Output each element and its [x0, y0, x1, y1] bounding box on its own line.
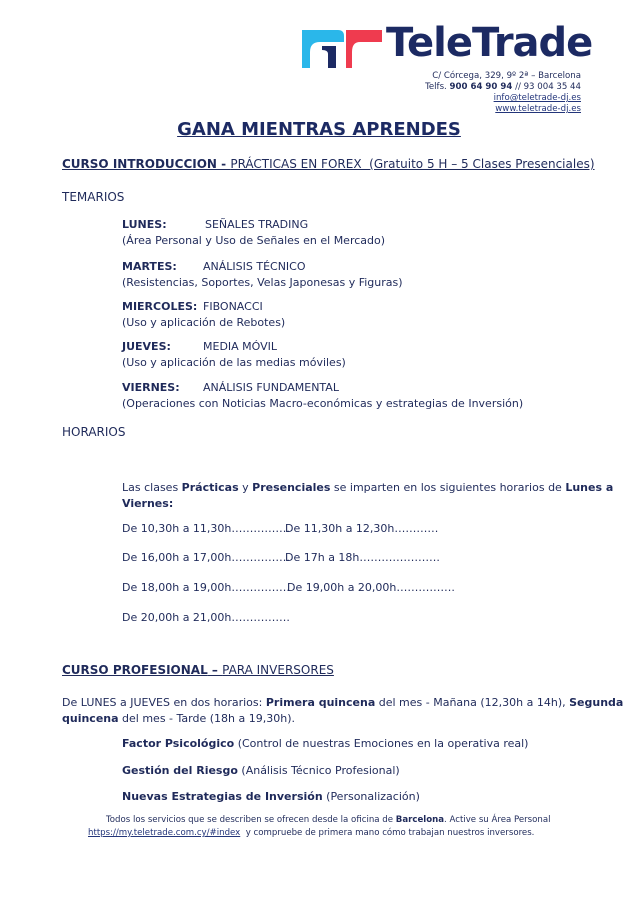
slot: De 20,00h a 21,00h……………. — [122, 611, 290, 624]
horarios-intro-line2: Viernes: — [122, 497, 174, 510]
course-pro-schedule-line2: quincena del mes - Tarde (18h a 19,30h). — [62, 712, 295, 725]
day-detail: (Resistencias, Soportes, Velas Japonesas y Figuras) — [122, 276, 403, 289]
day-topic: MEDIA MÓVIL — [203, 340, 278, 353]
footer-line2: https://my.teletrade.com.cy/#index y compruebe de primera mano cómo trabajan nuestros inversores. — [88, 828, 535, 838]
course-pro-schedule-line1: De LUNES a JUEVES en dos horarios: Primera quincena del mes - Mañana (12,30h a 14h), Segunda — [62, 696, 624, 709]
area-personal-link[interactable]: https://my.teletrade.com.cy/#index — [88, 828, 241, 838]
day-label: MIERCOLES: — [122, 300, 198, 313]
day-detail: (Uso y aplicación de las medias móviles) — [122, 356, 346, 369]
temarios-heading: TEMARIOS — [62, 190, 125, 204]
slot: De 17h a 18h…………………. — [285, 551, 440, 564]
pro-topic-item: Factor Psicológico (Control de nuestras Emociones en la operativa real) — [122, 737, 529, 750]
day-topic: FIBONACCI — [203, 300, 263, 313]
course-intro-heading: CURSO INTRODUCCION - PRÁCTICAS EN FOREX (Gratuito 5 H – 5 Clases Presenciales) — [62, 157, 595, 171]
day-topic: SEÑALES TRADING — [205, 218, 309, 231]
day-detail: (Área Personal y Uso de Señales en el Mercado) — [122, 234, 386, 247]
horarios-intro-line1: Las clases Prácticas y Presenciales se imparten en los siguientes horarios de Lunes a — [122, 481, 614, 494]
day-label: MARTES: — [122, 260, 177, 273]
day-label: JUEVES: — [122, 340, 171, 353]
pro-topic-item: Nuevas Estrategias de Inversión (Personalización) — [122, 790, 420, 803]
day-topic: ANÁLISIS FUNDAMENTAL — [203, 381, 339, 394]
teletrade-logo-mark — [300, 26, 384, 70]
day-label: LUNES: — [122, 218, 167, 231]
slot: De 11,30h a 12,30h………… — [285, 522, 439, 535]
day-detail: (Operaciones con Noticias Macro-económicas y estrategias de Inversión) — [122, 397, 524, 410]
day-detail: (Uso y aplicación de Rebotes) — [122, 316, 286, 329]
phone-1: 900 64 90 94 — [449, 82, 513, 92]
teletrade-logo-text: TeleTrade — [386, 20, 593, 66]
slot: De 16,00h a 17,00h……………. — [122, 551, 290, 564]
slot: De 10,30h a 11,30h……………. — [122, 522, 290, 535]
day-topic: ANÁLISIS TÉCNICO — [203, 260, 306, 273]
pro-topic-item: Gestión del Riesgo (Análisis Técnico Profesional) — [122, 764, 400, 777]
slot: De 19,00h a 20,00h……………. — [287, 581, 455, 594]
email-link[interactable]: info@teletrade-dj.es — [493, 93, 581, 103]
address-line: C/ Córcega, 329, 9º 2ª – Barcelona — [432, 71, 581, 81]
contact-block — [425, 71, 581, 115]
horarios-heading: HORARIOS — [62, 425, 126, 439]
website-link[interactable]: www.teletrade-dj.es — [495, 104, 581, 114]
phones-line: Telfs. 900 64 90 94 // 93 004 35 44 — [425, 82, 581, 92]
slot: De 18,00h a 19,00h……………. — [122, 581, 290, 594]
course-pro-heading: CURSO PROFESIONAL – PARA INVERSORES — [62, 663, 334, 677]
footer-line1: Todos los servicios que se describen se ofrecen desde la oficina de Barcelona. Active su Área Personal — [106, 815, 551, 825]
phone-2: 93 004 35 44 — [523, 82, 581, 92]
page-title: GANA MIENTRAS APRENDES — [177, 119, 461, 140]
day-label: VIERNES: — [122, 381, 180, 394]
